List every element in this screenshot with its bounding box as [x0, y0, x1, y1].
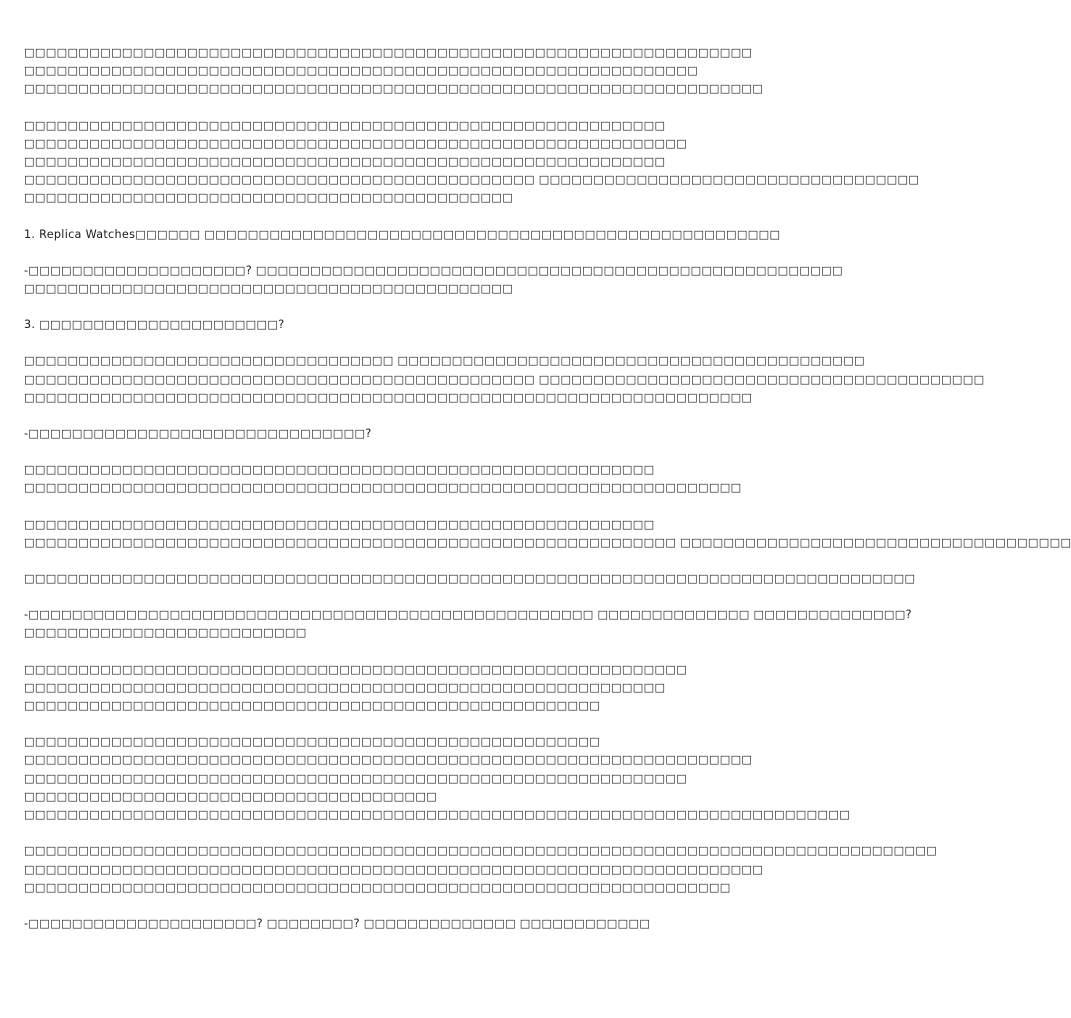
- text-line: □□□□□□□□□□□□□□□□□□□□□□□□□□□□□□□□□□□□□□□□□□□□□□□□□□□□□□□□□□□□□□: [24, 64, 698, 78]
- text-line: □□□□□□□□□□□□□□□□□□□□□□□□□□□□□□□□□□□□□□□□□□□□□□□□□□□□□□□□□□□□□: [24, 662, 688, 676]
- text-line: □□□□□□□□□□□□□□□□□□□□□□□□□□□□□□□□□□□□□□□□□□□□□□□□□□□□□□□□□□□□□□□□□□□: [24, 753, 753, 767]
- text-line: □□□□□□□□□□□□□□□□□□□□□□□□□□□□□□□□□□□□□□□□□□□□□□□□□□□□□□□□□□□□□: [24, 771, 688, 785]
- paragraph: [24, 842, 938, 897]
- question-paragraph: [24, 606, 912, 642]
- text-line: □□□□□□□□□□□□□□□□□□□□□□□□□□: [24, 626, 307, 640]
- text-line: □□□□□□□□□□□□□□□□□□□□□□□□□□□□□□□□□□□□□□□□□□□□□□□□□□□□□□□□□□□□□□□□□□□: [24, 46, 753, 59]
- text-line: 1. Replica Watches□□□□□□ □□□□□□□□□□□□□□□□□□□□□□□□□□□□□□□□□□□□□□□□□□□□□□□□□□□□□: [24, 227, 781, 241]
- text-line: □□□□□□□□□□□□□□□□□□□□□□□□□□□□□□□□□□□□□□□□□□□□□□□□□□□□□□□□□□: [24, 517, 655, 531]
- text-line: □□□□□□□□□□□□□□□□□□□□□□□□□□□□□□□□□□□□□□□□□□□□□□□□□□□□□□□□□□□□□□□□□□□□: [24, 862, 764, 876]
- text-line: □□□□□□□□□□□□□□□□□□□□□□□□□□□□□□□□□□□□□□□□□□□□□□□□□□□□□□□□□□: [24, 463, 655, 477]
- question-paragraph: [24, 425, 704, 443]
- paragraph: [24, 461, 742, 497]
- text-line: □□□□□□□□□□□□□□□□□□□□□□□□□□□□□□□□□□□□□□□□□□□□□□□□□□□□□: [24, 735, 601, 749]
- paragraph: [24, 733, 851, 824]
- text-line: □□□□□□□□□□□□□□□□□□□□□□□□□□□□□□□□□□□□□□□□□□□□□□□□□□□□□□□□□□□: [24, 155, 666, 169]
- text-line: □□□□□□□□□□□□□□□□□□□□□□□□□□□□□□□□□□□□□□□□□□□□□: [24, 282, 514, 296]
- text-line: □□□□□□□□□□□□□□□□□□□□□□□□□□□□□□□□□□□□□□□□□□□□□□□□□□□□□□□□□□□: [24, 680, 666, 694]
- text-line: -□□□□□□□□□□□□□□□□□□□□□□□□□□□□□□□?: [24, 427, 372, 441]
- heading-line: [24, 226, 781, 244]
- text-line: □□□□□□□□□□□□□□□□□□□□□□□□□□□□□□□□□□□□□□□□□□□□□: [24, 191, 514, 205]
- text-line: □□□□□□□□□□□□□□□□□□□□□□□□□□□□□□□□□□□□□□: [24, 789, 438, 803]
- text-line: □□□□□□□□□□□□□□□□□□□□□□□□□□□□□□□□□□□□□□□□□□□□□□□□□□□□□□□□□□□□□□□□□: [24, 880, 731, 894]
- paragraph: [24, 570, 916, 588]
- paragraph: [24, 352, 985, 407]
- text-line: □□□□□□□□□□□□□□□□□□□□□□□□□□□□□□□□□□□□□□□□□□□□□□□□□□□□□: [24, 699, 601, 713]
- text-line: -□□□□□□□□□□□□□□□□□□□□? □□□□□□□□□□□□□□□□□□□□□□□□□□□□□□□□□□□□□□□□□□□□□□□□□□□□□□: [24, 263, 843, 277]
- text-line: □□□□□□□□□□□□□□□□□□□□□□□□□□□□□□□□□□□□□□□□□□□□□□□ □□□□□□□□□□□□□□□□□□□□□□□□□□□□□□□□□□□□□□□□□: [24, 372, 985, 386]
- text-line: □□□□□□□□□□□□□□□□□□□□□□□□□□□□□□□□□□ □□□□□□□□□□□□□□□□□□□□□□□□□□□□□□□□□□□□□□□□□□□: [24, 354, 865, 368]
- text-line: □□□□□□□□□□□□□□□□□□□□□□□□□□□□□□□□□□□□□□□□□□□□□□□□□□□□□□□□□□□□□: [24, 136, 688, 150]
- text-line: □□□□□□□□□□□□□□□□□□□□□□□□□□□□□□□□□□□□□□□□□□□□□□□□□□□□□□□□□□□: [24, 118, 666, 132]
- text-line: □□□□□□□□□□□□□□□□□□□□□□□□□□□□□□□□□□□□□□□□□□□□□□□□□□□□□□□□□□□□□□□□□□□: [24, 390, 753, 404]
- paragraph: [24, 516, 1071, 552]
- text-line: □□□□□□□□□□□□□□□□□□□□□□□□□□□□□□□□□□□□□□□□□□□□□□□□□□□□□□□□□□□□□□□□□□: [24, 481, 742, 495]
- question-paragraph: [24, 262, 843, 298]
- text-line: □□□□□□□□□□□□□□□□□□□□□□□□□□□□□□□□□□□□□□□□□□□□□□□□□□□□□□□□□□□□□□□□□□□□: [24, 82, 764, 96]
- text-line: -□□□□□□□□□□□□□□□□□□□□□? □□□□□□□□? □□□□□□□□□□□□□□ □□□□□□□□□□□□: [24, 916, 651, 930]
- paragraph: [24, 661, 704, 716]
- text-line: □□□□□□□□□□□□□□□□□□□□□□□□□□□□□□□□□□□□□□□□□□□□□□□□□□□□□□□□□□□□□□□□□□□□□□□□□□□□□□□□□□□□: [24, 844, 938, 858]
- question-paragraph: [24, 915, 704, 933]
- paragraph: [24, 44, 764, 99]
- text-line: □□□□□□□□□□□□□□□□□□□□□□□□□□□□□□□□□□□□□□□□□□□□□□□□□□□□□□□□□□□□ □□□□□□□□□□□□□□□□□□□□□□□□□□□□□□□□□□□□: [24, 535, 1071, 549]
- text-line: □□□□□□□□□□□□□□□□□□□□□□□□□□□□□□□□□□□□□□□□□□□□□□□ □□□□□□□□□□□□□□□□□□□□□□□□□□□□□□□□□□□: [24, 173, 920, 187]
- paragraph: [24, 117, 920, 208]
- text-line: □□□□□□□□□□□□□□□□□□□□□□□□□□□□□□□□□□□□□□□□□□□□□□□□□□□□□□□□□□□□□□□□□□□□□□□□□□□□: [24, 808, 851, 822]
- document-body: [24, 44, 1071, 951]
- text-line: □□□□□□□□□□□□□□□□□□□□□□□□□□□□□□□□□□□□□□□□□□□□□□□□□□□□□□□□□□□□□□□□□□□□□□□□□□□□□□□□□□: [24, 572, 916, 586]
- text-line: -□□□□□□□□□□□□□□□□□□□□□□□□□□□□□□□□□□□□□□□□□□□□□□□□□□□□ □□□□□□□□□□□□□□ □□□□□□□□□□□□□□?: [24, 608, 912, 622]
- heading-line: [24, 316, 704, 334]
- text-line: 3. □□□□□□□□□□□□□□□□□□□□□□?: [24, 318, 285, 332]
